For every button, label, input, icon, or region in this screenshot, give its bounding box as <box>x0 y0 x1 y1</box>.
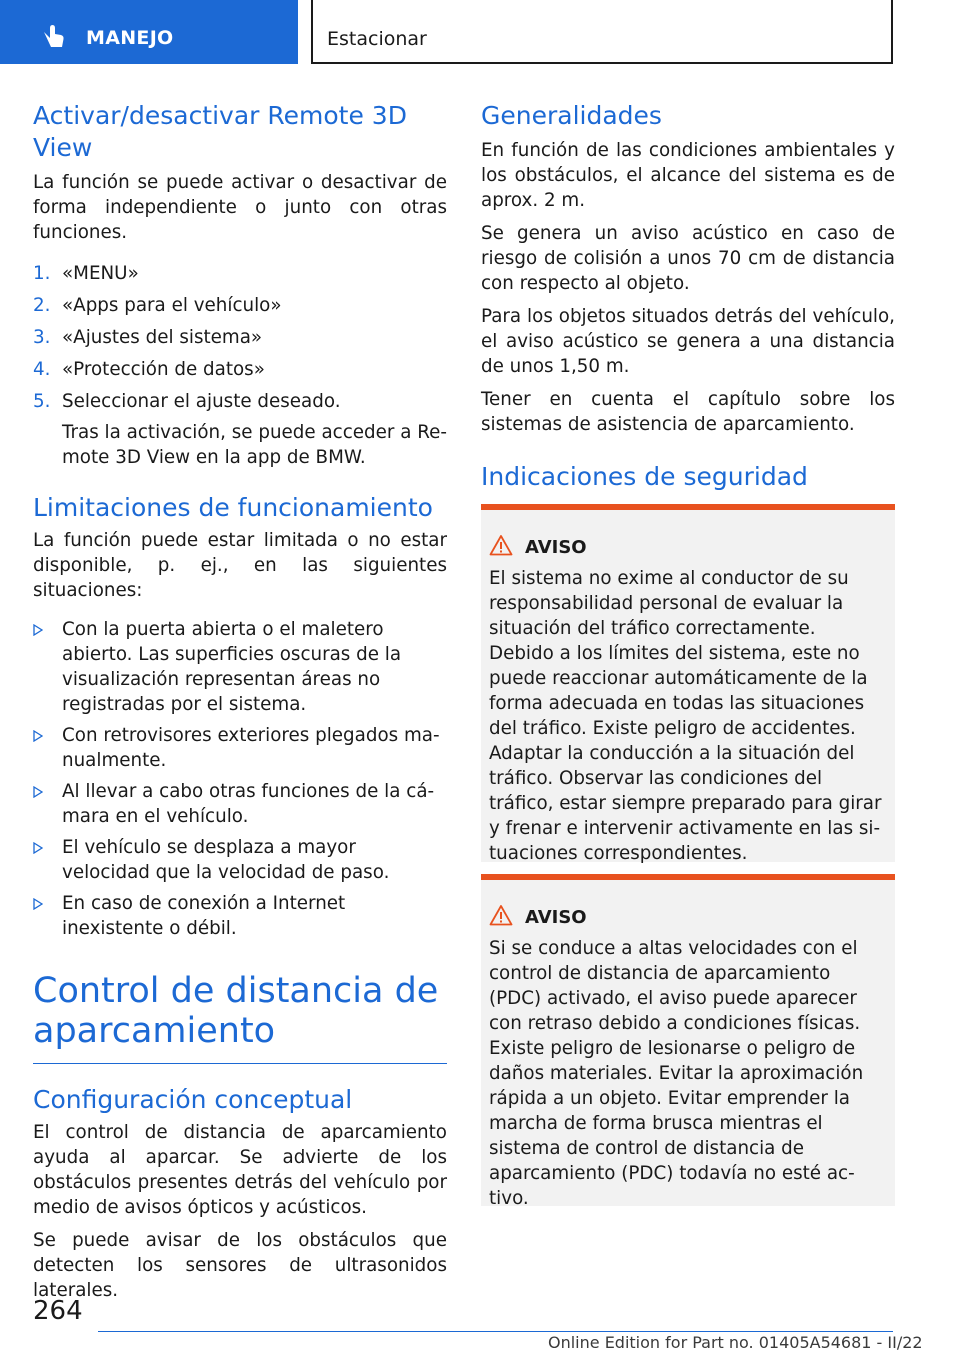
remote-3d-view-intro: La función se puede activar o desactivar de forma independiente o junto con otras funciones. <box>33 172 447 243</box>
footer-rule <box>98 1331 893 1332</box>
warning-text: Si se conduce a altas velocidades con el control de distancia de aparcamiento (PDC) activado, el aviso puede aparecer con retraso debido a condiciones físicas. Existe peligro de lesionarse o peligro de daños materiales. Evitar la aproximación rápida a un objeto. Evitar emprender la marcha de forma brusca mientras el sistema de control de distancia de aparcamiento (PDC) todavía no esté activo. <box>489 938 864 1209</box>
list-item: 5. Seleccionar el ajuste deseado. <box>33 391 341 412</box>
warning-triangle-icon <box>489 534 513 556</box>
list-item: 3. «Ajustes del sistema» <box>33 327 263 348</box>
topic-header <box>311 0 893 64</box>
concept-paragraph-1: El control de distancia de aparcamiento ayuda al aparcar. Se advierte de los obstáculos presentes detrás del vehículo por medio de avisos ópticos y acústicos. <box>33 1122 447 1218</box>
warning-label: AVISO <box>525 907 587 928</box>
safety-heading: Indicaciones de seguridad <box>481 462 808 491</box>
list-item: Al llevar a cabo otras funciones de la cámara en el vehículo. <box>33 779 447 829</box>
warning-box <box>481 874 895 1209</box>
triangle-bullet-icon <box>33 898 43 910</box>
concept-heading: Configuración conceptual <box>33 1085 353 1114</box>
triangle-bullet-icon <box>33 786 43 798</box>
general-paragraph-1: En función de las condiciones ambientales y los obstáculos, el alcance del sistema es de aprox. 2 m. <box>481 140 895 211</box>
section-label: MANEJO <box>86 27 174 49</box>
list-item: 4. «Protección de datos» <box>33 359 265 380</box>
triangle-bullet-icon <box>33 842 43 854</box>
general-paragraph-2: Se genera un aviso acústico en caso de riesgo de colisión a unos 70 cm de distancia con respecto al objeto. <box>481 223 895 294</box>
triangle-bullet-icon <box>33 730 43 742</box>
topic-label: Estacionar <box>327 28 427 50</box>
remote-3d-view-heading: Activar/desactivar Remote 3D View <box>33 101 407 162</box>
warning-text: El sistema no exime al conductor de su responsabilidad personal de evaluar la situación del tráfico correctamente. Debido a los límites del sistema, este no puede reaccionar automáticamente de la forma adecuada en todas las situaciones del tráfico. Existe peligro de accidentes. Adaptar la conducción a la situación del tráfico. Observar las condiciones del tráfico, estar siempre preparado para girar y frenar e intervenir activamente en las situaciones correspondientes. <box>489 568 882 864</box>
general-heading: Generalidades <box>481 101 662 130</box>
triangle-bullet-icon <box>33 624 43 636</box>
chapter-title: Control de distancia de aparcamiento <box>33 971 439 1051</box>
chapter-rule <box>33 1063 447 1064</box>
steps-list <box>33 261 447 414</box>
page-number: 264 <box>33 1296 83 1326</box>
list-item: Con retrovisores exteriores plegados manualmente. <box>33 723 447 773</box>
section-tab <box>0 0 298 64</box>
warning-triangle-icon <box>489 904 513 926</box>
edition-note: Online Edition for Part no. 01405A54681 - II/22 <box>548 1333 923 1352</box>
list-item: El vehículo se desplaza a mayor velocidad que la velocidad de paso. <box>33 835 447 885</box>
limitations-heading: Limitaciones de funcionamiento <box>33 493 433 522</box>
general-paragraph-4: Tener en cuenta el capítulo sobre los sistemas de asistencia de aparcamiento. <box>481 389 895 435</box>
limitations-list <box>33 617 447 941</box>
limitations-intro: La función puede estar limitada o no estar disponible, p. ej., en las siguientes situaciones: <box>33 530 447 601</box>
concept-paragraph-2: Se puede avisar de los obstáculos que detecten los sensores de ultrasonidos laterales. <box>33 1230 447 1301</box>
general-paragraph-3: Para los objetos situados detrás del vehículo, el aviso acústico se genera a una distancia de unos 1,50 m. <box>481 306 895 377</box>
step5-note: Tras la activación, se puede acceder a Remote 3D View en la app de BMW. <box>62 422 447 468</box>
list-item: 2. «Apps para el vehículo» <box>33 295 282 316</box>
list-item: En caso de conexión a Internet inexistente o débil. <box>33 891 447 941</box>
steering-hand-icon <box>40 22 68 50</box>
left-column <box>33 100 447 1303</box>
warning-label: AVISO <box>525 537 587 558</box>
warning-box <box>481 504 895 862</box>
list-item: 1. «MENU» <box>33 263 139 284</box>
list-item: Con la puerta abierta o el maletero abierto. Las superficies oscuras de la visualización representan áreas no registradas por el sistema. <box>33 617 447 717</box>
right-column <box>481 100 895 493</box>
